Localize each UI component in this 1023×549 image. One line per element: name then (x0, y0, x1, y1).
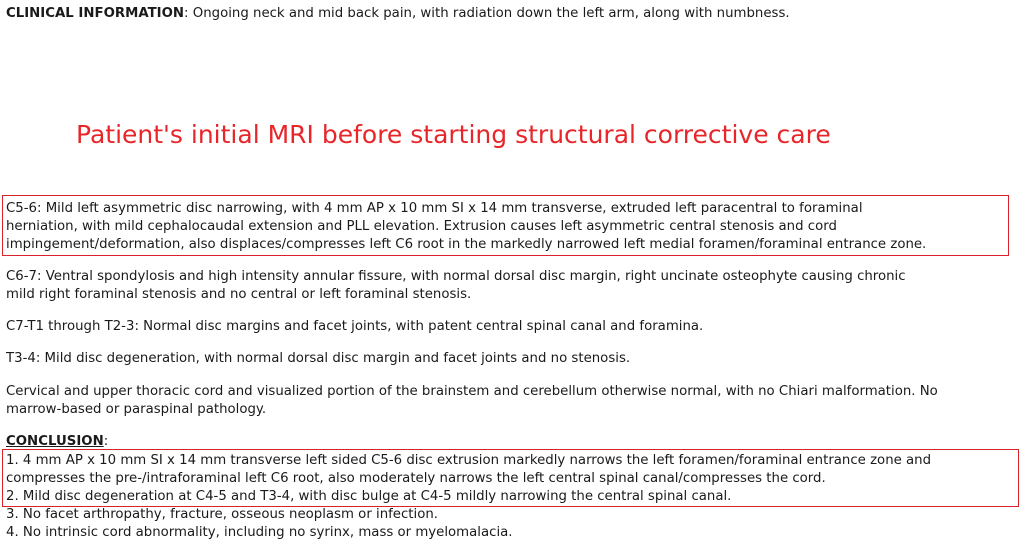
finding-cord-line: Cervical and upper thoracic cord and visualized portion of the brainstem and cerebellum otherwise normal, with no Chiari malformation. No (6, 384, 938, 399)
conclusion-item: 3. No facet arthropathy, fracture, osseous neoplasm or infection. (6, 507, 438, 522)
finding-c7-t1: C7-T1 through T2-3: Normal disc margins and facet joints, with patent central spinal canal and foramina. (6, 319, 704, 334)
finding-c5-6-line: impingement/deformation, also displaces/compresses left C6 root in the markedly narrowed left medial foramen/foraminal entrance zone. (6, 237, 927, 252)
finding-c6-7-line: mild right foraminal stenosis and no central or left foraminal stenosis. (6, 287, 472, 302)
finding-c6-7-line: C6-7: Ventral spondylosis and high intensity annular fissure, with normal dorsal disc margin, right uncinate osteophyte causing chronic (6, 269, 906, 284)
finding-cord-line: marrow-based or paraspinal pathology. (6, 402, 267, 417)
conclusion-colon: : (103, 434, 109, 449)
finding-c5-6-line: herniation, with mild cephalocaudal extension and PLL elevation. Extrusion causes left asymmetric central stenosis and cord (6, 219, 837, 234)
clinical-information (6, 5, 790, 23)
conclusion-item: 1. 4 mm AP x 10 mm SI x 14 mm transverse left sided C5-6 disc extrusion markedly narrows the left foramen/foraminal entrance zone and (6, 453, 932, 468)
clinical-information-colon: : (184, 6, 189, 21)
conclusion-label: CONCLUSION (6, 434, 104, 449)
conclusion-item: 4. No intrinsic cord abnormality, including no syrinx, mass or myelomalacia. (6, 525, 513, 540)
clinical-information-text: Ongoing neck and mid back pain, with radiation down the left arm, along with numbness. (188, 6, 790, 21)
annotation-text: Patient's initial MRI before starting structural corrective care (76, 120, 831, 149)
finding-c5-6-line: C5-6: Mild left asymmetric disc narrowing, with 4 mm AP x 10 mm SI x 14 mm transverse, extruded left paracentral to foraminal (6, 201, 863, 216)
finding-t3-4: T3-4: Mild disc degeneration, with normal dorsal disc margin and facet joints and no stenosis. (6, 351, 631, 366)
conclusion-item: 2. Mild disc degeneration at C4-5 and T3-4, with disc bulge at C4-5 mildly narrowing the central spinal canal. (6, 489, 732, 504)
conclusion-item: compresses the pre-/intraforaminal left C6 root, also moderately narrows the left central spinal canal/compresses the cord. (6, 471, 826, 486)
clinical-information-label: CLINICAL INFORMATION (6, 6, 185, 21)
